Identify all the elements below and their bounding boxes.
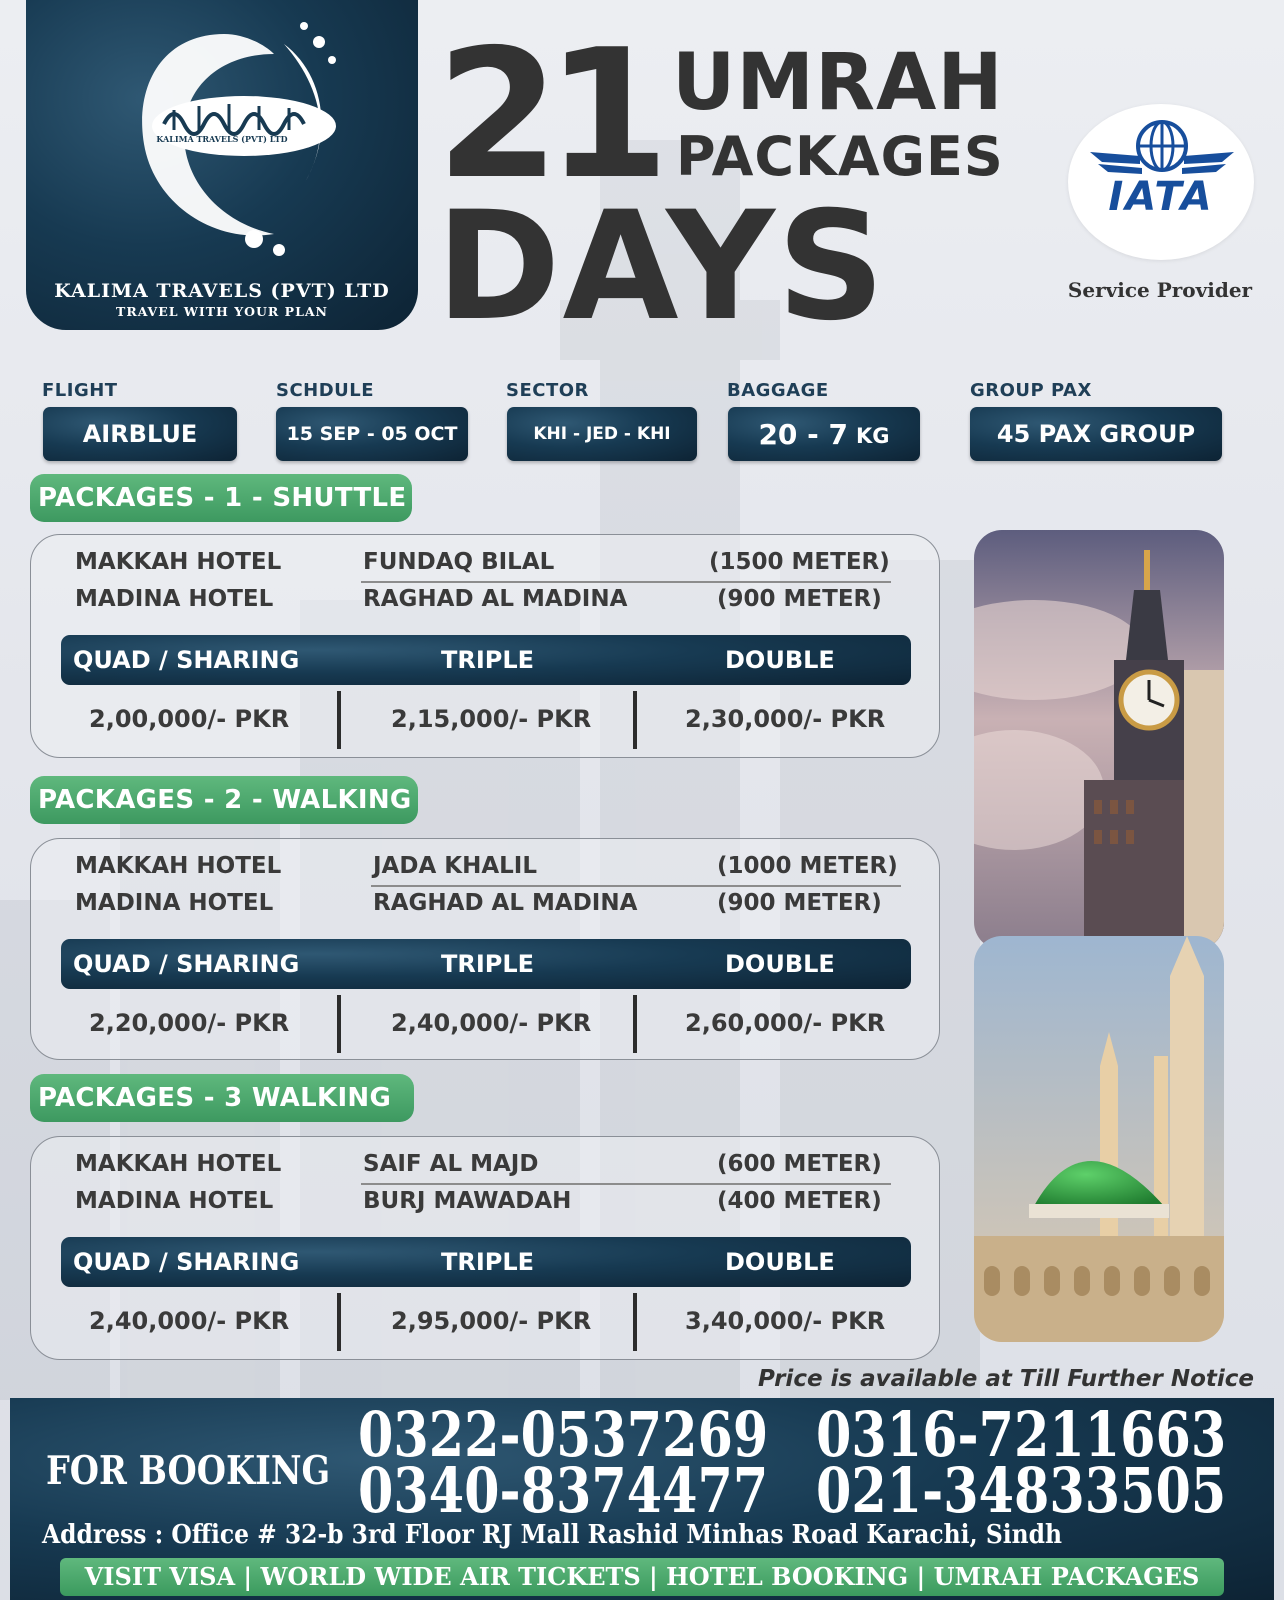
price-quad: 2,40,000/- PKR xyxy=(89,1307,290,1335)
package-1-card xyxy=(30,534,940,758)
brand-tagline: TRAVEL WITH YOUR PLAN xyxy=(116,304,328,319)
header-quad: QUAD / SHARING xyxy=(73,1248,300,1276)
price-triple: 2,15,000/- PKR xyxy=(391,705,592,733)
price-separator xyxy=(633,1293,637,1351)
makkah-hotel-name: FUNDAQ BILAL xyxy=(363,549,555,575)
header-quad: QUAD / SHARING xyxy=(73,950,300,978)
price-separator xyxy=(633,691,637,749)
price-double: 2,60,000/- PKR xyxy=(685,1009,886,1037)
price-quad: 2,20,000/- PKR xyxy=(89,1009,290,1037)
makkah-hotel-distance: (600 METER) xyxy=(717,1151,882,1177)
package-2-title: PACKAGES - 2 - WALKING xyxy=(30,776,418,824)
makkah-hotel-distance: (1500 METER) xyxy=(709,549,890,575)
header-double: DOUBLE xyxy=(725,950,835,978)
makkah-hotel-name: JADA KHALIL xyxy=(373,853,537,879)
baggage-pill xyxy=(728,407,920,461)
brand-logo-panel xyxy=(26,0,418,330)
header-double: DOUBLE xyxy=(725,1248,835,1276)
services-banner: VISIT VISA | WORLD WIDE AIR TICKETS | HOTEL BOOKING | UMRAH PACKAGES xyxy=(60,1558,1224,1596)
baggage-label: BAGGAGE xyxy=(727,380,829,401)
schedule-label: SCHDULE xyxy=(276,380,375,401)
service-provider-caption: Service Provider xyxy=(1067,278,1253,302)
for-booking-label: FOR BOOKING xyxy=(46,1448,331,1494)
hotel-divider xyxy=(361,581,891,583)
package-3-card xyxy=(30,1136,940,1360)
package-3-title: PACKAGES - 3 WALKING xyxy=(30,1074,414,1122)
flight-value: AIRBLUE xyxy=(43,407,237,461)
header-quad: QUAD / SHARING xyxy=(73,646,300,674)
price-header-bar xyxy=(61,635,911,685)
emblem-caption: KALIMA TRAVELS (PVT) LTD xyxy=(156,134,288,144)
price-separator xyxy=(337,1293,341,1351)
price-separator xyxy=(337,691,341,749)
price-separator xyxy=(633,995,637,1053)
sector-label: SECTOR xyxy=(506,380,589,401)
iata-logo-text: IATA xyxy=(1108,174,1214,220)
makkah-hotel-name: SAIF AL MAJD xyxy=(363,1151,539,1177)
price-separator xyxy=(337,995,341,1053)
package-1-title: PACKAGES - 1 - SHUTTLE xyxy=(30,474,412,522)
schedule-value: 15 SEP - 05 OCT xyxy=(276,407,468,461)
phone-number[interactable]: 0340-8374477 xyxy=(358,1454,769,1527)
makkah-hotel-label: MAKKAH HOTEL xyxy=(75,853,282,879)
package-2-card xyxy=(30,838,940,1060)
brand-name: KALIMA TRAVELS (PVT) LTD xyxy=(54,280,390,302)
madina-hotel-label: MADINA HOTEL xyxy=(75,890,274,916)
hotel-divider xyxy=(371,885,901,887)
office-address: Address : Office # 32-b 3rd Floor RJ Mall Rashid Minhas Road Karachi, Sindh xyxy=(42,1520,1063,1550)
price-header-bar xyxy=(61,939,911,989)
madina-hotel-name: RAGHAD AL MADINA xyxy=(373,890,638,916)
phone-number[interactable]: 0322-0537269 xyxy=(358,1398,769,1471)
header-triple: TRIPLE xyxy=(441,646,535,674)
baggage-unit: KG xyxy=(856,424,890,448)
madina-hotel-name: RAGHAD AL MADINA xyxy=(363,586,628,612)
group-pax-value: 45 PAX GROUP xyxy=(970,407,1222,461)
baggage-value: 20 - 7 xyxy=(758,417,849,451)
price-double: 3,40,000/- PKR xyxy=(685,1307,886,1335)
header-double: DOUBLE xyxy=(725,646,835,674)
header-triple: TRIPLE xyxy=(441,1248,535,1276)
price-header-bar xyxy=(61,1237,911,1287)
makkah-hotel-distance: (1000 METER) xyxy=(717,853,898,879)
makkah-hotel-label: MAKKAH HOTEL xyxy=(75,549,282,575)
madina-hotel-name: BURJ MAWADAH xyxy=(363,1188,572,1214)
headline-umrah: UMRAH xyxy=(672,38,1004,128)
green-dome-madinah-image xyxy=(974,936,1224,1342)
makkah-clock-tower-image xyxy=(974,530,1224,950)
iata-badge xyxy=(1068,104,1254,260)
flight-label: FLIGHT xyxy=(42,380,118,401)
madina-hotel-distance: (400 METER) xyxy=(717,1188,882,1214)
phone-number[interactable]: 0316-7211663 xyxy=(816,1398,1227,1471)
price-notice: Price is available at Till Further Notice xyxy=(757,1366,1254,1392)
madina-hotel-label: MADINA HOTEL xyxy=(75,1188,274,1214)
sector-value: KHI - JED - KHI xyxy=(507,407,697,461)
madina-hotel-distance: (900 METER) xyxy=(717,586,882,612)
headline-packages: PACKAGES xyxy=(676,125,1004,188)
madina-hotel-distance: (900 METER) xyxy=(717,890,882,916)
price-quad: 2,00,000/- PKR xyxy=(89,705,290,733)
group-pax-label: GROUP PAX xyxy=(970,380,1092,401)
price-triple: 2,40,000/- PKR xyxy=(391,1009,592,1037)
makkah-hotel-label: MAKKAH HOTEL xyxy=(75,1151,282,1177)
header-triple: TRIPLE xyxy=(441,950,535,978)
headline-days: DAYS xyxy=(436,180,887,354)
price-double: 2,30,000/- PKR xyxy=(685,705,886,733)
madina-hotel-label: MADINA HOTEL xyxy=(75,586,274,612)
phone-number[interactable]: 021-34833505 xyxy=(816,1454,1227,1527)
hotel-divider xyxy=(361,1183,891,1185)
price-triple: 2,95,000/- PKR xyxy=(391,1307,592,1335)
headline-number: 21 xyxy=(436,11,656,218)
